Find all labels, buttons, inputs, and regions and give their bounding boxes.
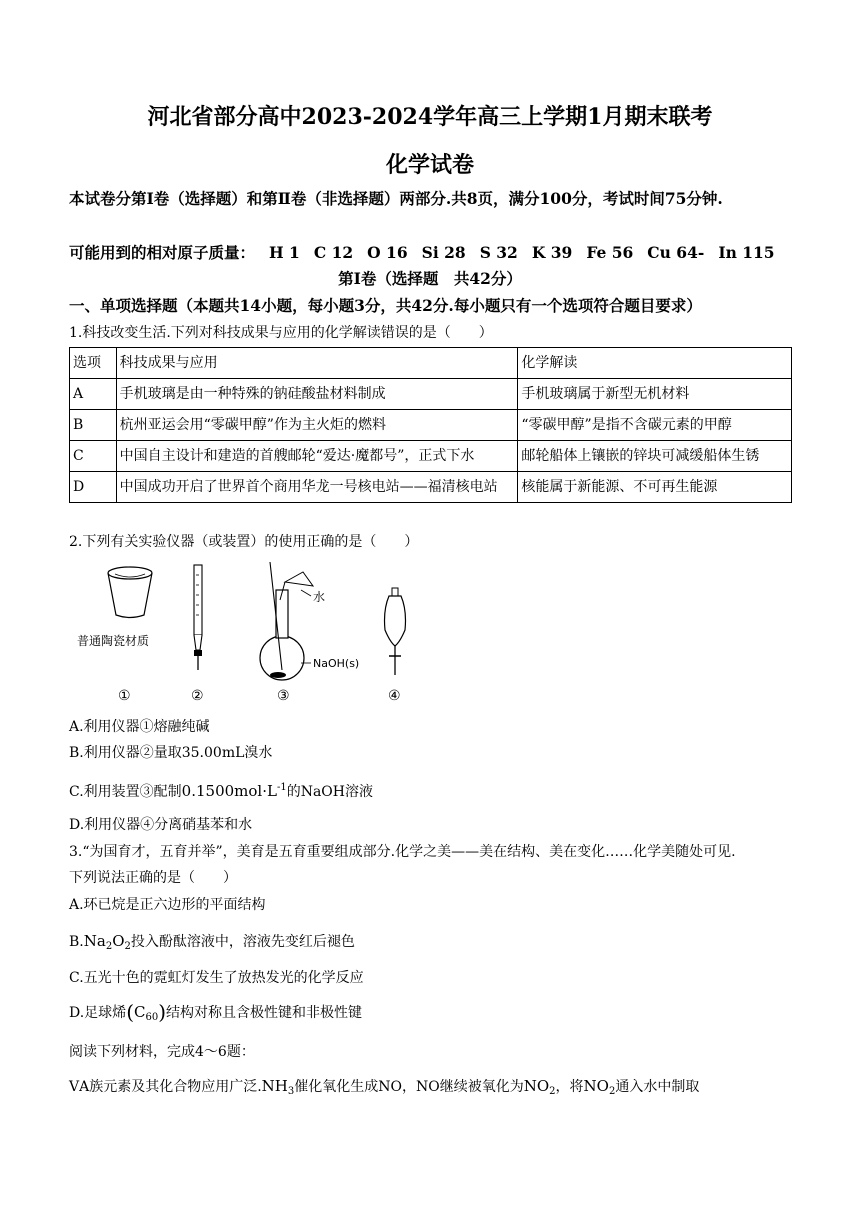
q2-option-d: D.利用仪器④分离硝基苯和水	[69, 817, 253, 833]
q2-option-c-text: 的NaOH溶液	[286, 784, 373, 800]
naoh-label: NaOH(s)	[313, 657, 360, 670]
q3-option-b-formula: Na	[83, 932, 106, 950]
exam-title: 河北省部分高中2023-2024学年高三上学期1月期末联考	[147, 104, 713, 130]
mass-item: In 115	[718, 243, 775, 262]
table-header-row	[70, 348, 792, 379]
material-formula: NO	[583, 1077, 609, 1095]
figure-number: ③	[277, 688, 290, 704]
q3-option-a: A.环已烷是正六边形的平面结构	[69, 897, 266, 913]
q3-option-b	[69, 929, 793, 959]
q3-option-d-formula: C	[134, 1003, 146, 1021]
q3-option-c: C.五光十色的霓虹灯发生了放热发光的化学反应	[69, 970, 364, 986]
material-sub: 2	[549, 1086, 556, 1097]
apparatus-figure	[75, 560, 435, 710]
table-cell: 手机玻璃属于新型无机材料	[518, 379, 792, 410]
q3-option-b-text: 投入酚酞溶液中，溶液先变红后褪色	[130, 934, 355, 950]
q2-option-c	[69, 776, 793, 804]
q1-stem: 1.科技改变生活.下列对科技成果与应用的化学解读错误的是（ ）	[69, 325, 493, 341]
table-row	[70, 410, 792, 441]
q2-option-b: B.利用仪器②量取35.00mL溴水	[69, 745, 273, 761]
table-cell: 核能属于新能源、不可再生能源	[518, 472, 792, 503]
table-cell: 邮轮船体上镶嵌的锌块可减缓船体生锈	[518, 441, 792, 472]
material-text-part: ，将	[555, 1079, 584, 1095]
crucible-icon	[108, 567, 152, 618]
q2-stem: 2.下列有关实验仪器（或装置）的使用正确的是（ ）	[69, 534, 419, 550]
table-row	[70, 441, 792, 472]
exam-intro: 本试卷分第Ⅰ卷（选择题）和第Ⅱ卷（非选择题）两部分.共8页，满分100分，考试时间75分钟.	[69, 189, 723, 208]
material-text-part: 通入水中制取	[615, 1079, 700, 1095]
table-cell: A	[70, 379, 117, 410]
material-formula: NH	[261, 1077, 288, 1095]
table-cell: 手机玻璃是由一种特殊的钠硅酸盐材料制成	[116, 379, 518, 410]
material-text-part: 催化氧化生成NO，NO继续被氧化为	[294, 1079, 524, 1095]
q3-option-b-sub: 2	[124, 941, 131, 952]
table-cell: B	[70, 410, 117, 441]
section-heading: 一、单项选择题（本题共14小题，每小题3分，共42分.每小题只有一个选项符合题目要求）	[69, 296, 702, 315]
volumetric-flask-icon	[260, 562, 313, 680]
table-header-cell: 科技成果与应用	[116, 348, 518, 379]
mass-item: Fe 56	[586, 243, 634, 262]
figure-number: ④	[388, 688, 401, 704]
mass-item: Cu 64-	[647, 243, 705, 262]
q3-option-d-sub: 60	[145, 1012, 159, 1023]
atomic-masses	[69, 241, 793, 265]
table-cell: C	[70, 441, 117, 472]
separatory-funnel-icon	[385, 588, 406, 675]
material-text	[69, 1074, 793, 1104]
q2-option-c-conc: 0.1500mol·L	[181, 782, 277, 800]
material-sub: 2	[608, 1086, 616, 1097]
mass-item: C 12	[313, 243, 354, 262]
q1-table	[69, 347, 792, 503]
table-cell: D	[70, 472, 117, 503]
q3-option-d-text: D.足球烯	[69, 1005, 127, 1021]
burette-icon	[194, 565, 202, 670]
exam-subtitle: 化学试卷	[385, 152, 474, 178]
table-cell: “零碳甲醇”是指不含碳元素的甲醇	[518, 410, 792, 441]
material-sub: 3	[287, 1086, 295, 1097]
q2-option-c-exp: -1	[276, 782, 287, 793]
table-header-cell: 选项	[70, 348, 117, 379]
material-formula: NO	[523, 1077, 550, 1095]
crucible-label: 普通陶瓷材质	[77, 634, 150, 648]
table-cell: 中国成功开启了世界首个商用华龙一号核电站——福清核电站	[116, 472, 518, 503]
q3-option-d-text: 结构对称且含极性键和非极性键	[166, 1005, 363, 1021]
table-row	[70, 472, 792, 503]
q3-stem-line2: 下列说法正确的是（ ）	[69, 870, 237, 886]
q3-option-d: D.足球烯$(C_{60})$结构对称且含极性键和非极性键	[69, 1000, 363, 1024]
water-label: 水	[313, 590, 326, 604]
material-lead: 阅读下列材料，完成4～6题：	[69, 1044, 255, 1060]
figure-number: ②	[191, 688, 204, 704]
mass-item: K 39	[531, 243, 573, 262]
atomic-masses-label: 可能用到的相对原子质量：	[69, 243, 256, 262]
figure-number: ①	[118, 688, 131, 704]
q3-option-b-sub: 2	[105, 941, 113, 952]
mass-item: O 16	[367, 243, 408, 262]
table-row	[70, 379, 792, 410]
q3-option-b-text: B.	[69, 934, 84, 950]
q3-stem-line1: 3.“为国育才，五育并举”，美育是五育重要组成部分.化学之美——美在结构、美在变化……化学美随处可见.	[69, 844, 736, 860]
table-header-cell: 化学解读	[518, 348, 792, 379]
material-text-part: ⅤA族元素及其化合物应用广泛.	[69, 1079, 262, 1095]
q3-option-b-formula: O	[112, 932, 125, 950]
mass-item: Si 28	[421, 243, 466, 262]
table-cell: 中国自主设计和建造的首艘邮轮“爱达·魔都号”，正式下水	[116, 441, 518, 472]
mass-item: H 1	[269, 243, 300, 262]
table-cell: 杭州亚运会用“零碳甲醇”作为主火炬的燃料	[116, 410, 518, 441]
mass-item: S 32	[479, 243, 518, 262]
q2-option-c-text: C.利用装置③配制	[69, 784, 182, 800]
volume-heading: 第Ⅰ卷（选择题 共42分）	[338, 269, 522, 288]
q2-option-a: A.利用仪器①熔融纯碱	[69, 719, 210, 735]
